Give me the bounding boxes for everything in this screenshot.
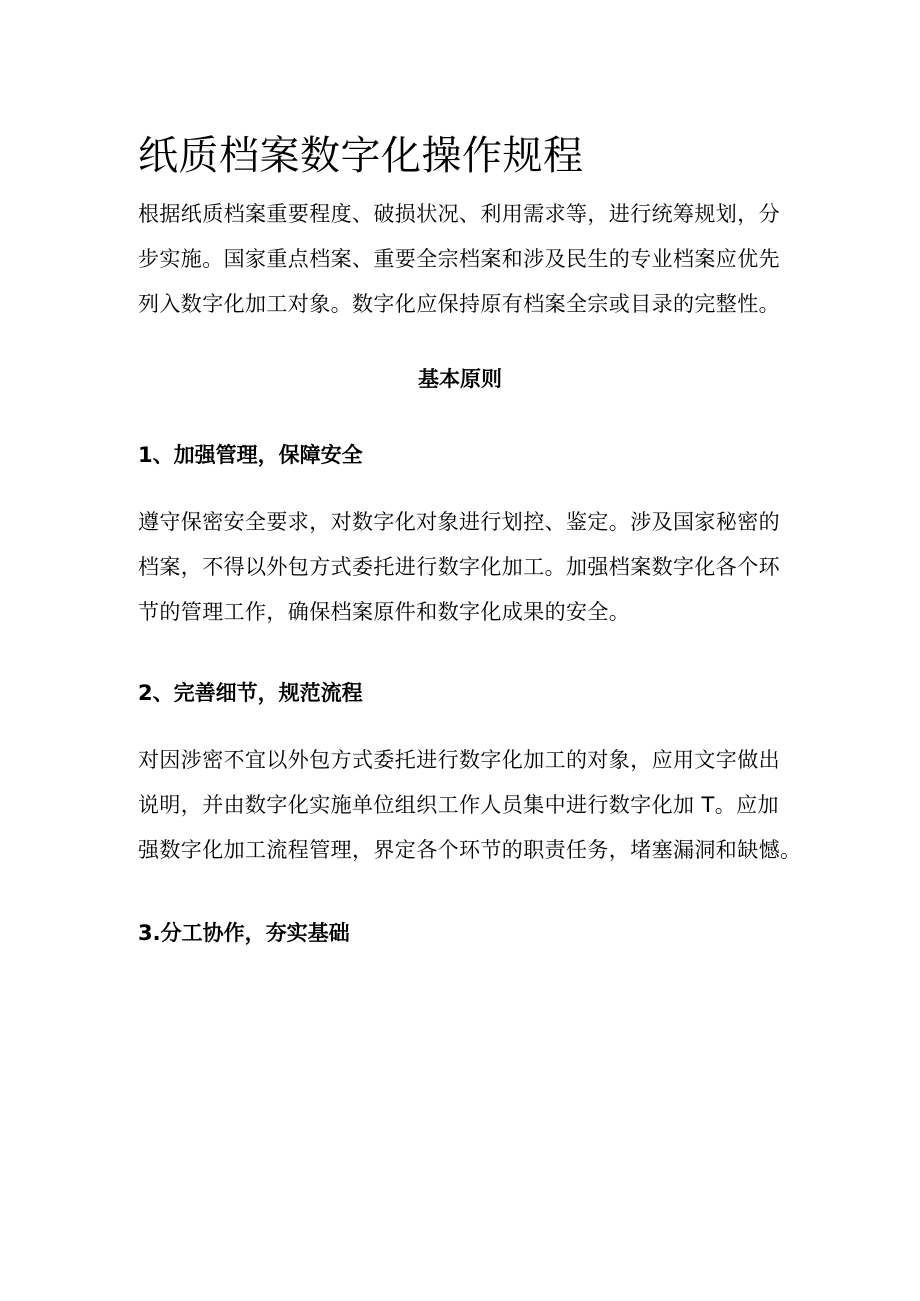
intro-line: 根据纸质档案重要程度、破损状况、利用需求等，进行统筹规划，分 — [138, 202, 780, 226]
principle-paragraph-1 — [138, 500, 788, 635]
principle-heading-1: 1、加强管理，保障安全 — [138, 443, 363, 467]
document-title: 纸质档案数字化操作规程 — [138, 133, 584, 179]
principle-heading-3: 3.分工协作，夯实基础 — [138, 921, 350, 945]
intro-paragraph — [138, 192, 788, 327]
intro-line: 步实施。国家重点档案、重要全宗档案和涉及民生的专业档案应优先 — [138, 247, 780, 271]
paragraph-line: 强数字化加工流程管理，界定各个环节的职责任务，堵塞漏洞和缺憾。 — [138, 838, 802, 862]
intro-line: 列入数字化加工对象。数字化应保持原有档案全宗或目录的完整性。 — [138, 292, 780, 316]
principle-heading-2: 2、完善细节，规范流程 — [138, 681, 363, 705]
paragraph-line: 对因涉密不宜以外包方式委托进行数字化加工的对象，应用文字做出 — [138, 748, 780, 772]
section-heading: 基本原则 — [418, 367, 502, 391]
principle-paragraph-2 — [138, 738, 802, 873]
paragraph-line: 档案，不得以外包方式委托进行数字化加工。加强档案数字化各个环 — [138, 555, 780, 579]
paragraph-line: 节的管理工作，确保档案原件和数字化成果的安全。 — [138, 600, 631, 624]
paragraph-line: 遵守保密安全要求，对数字化对象进行划控、鉴定。涉及国家秘密的 — [138, 510, 780, 534]
paragraph-line: 说明，并由数字化实施单位组织工作人员集中进行数字化加 T。应加 — [138, 793, 779, 817]
